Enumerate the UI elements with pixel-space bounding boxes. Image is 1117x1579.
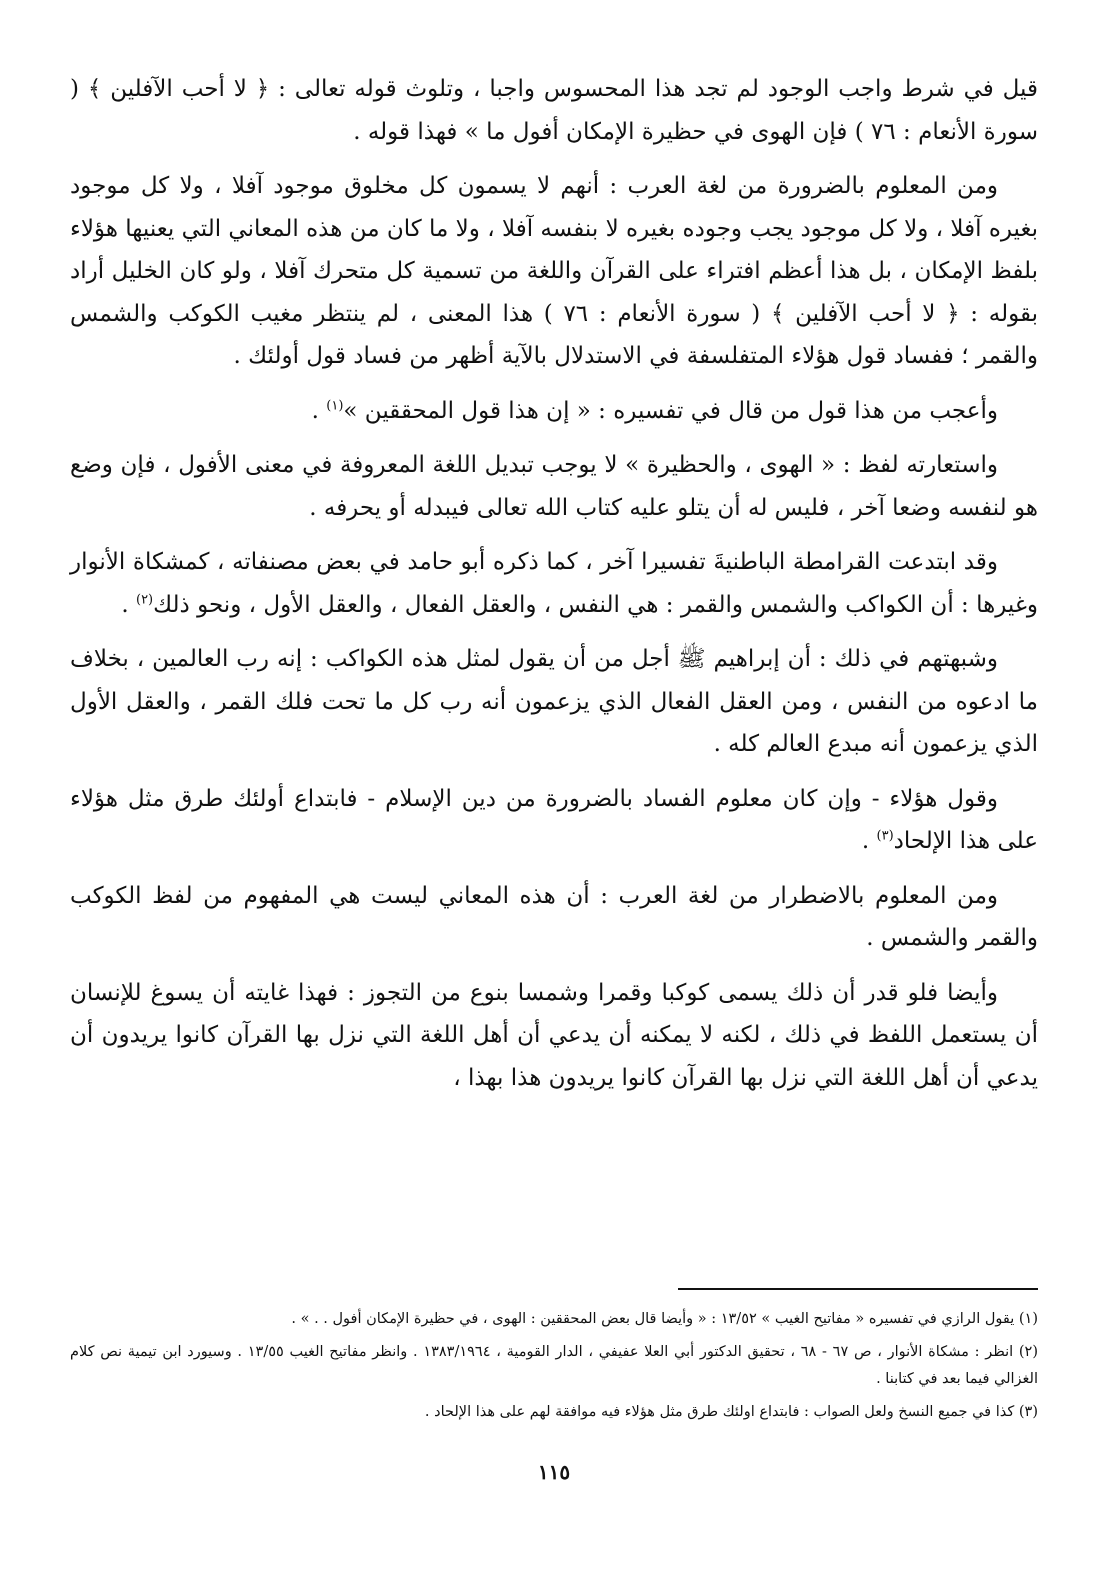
paragraph-3-end: . xyxy=(311,397,327,424)
footnote-1: (١) يقول الرازي في تفسيره « مفاتيح الغيب » ١٣/٥٢ : « وأيضا قال بعض المحققين : الهوى ، في حظيرة الإمكان أفول . . » . xyxy=(291,1311,1038,1327)
paragraph-7-text: وقول هؤلاء - وإن كان معلوم الفساد بالضرورة من دين الإسلام - فابتداع أولئك طرق مثل هؤلاء على هذا الإلحاد xyxy=(70,785,1038,854)
main-text xyxy=(70,68,1038,1099)
footnote-ref-2[interactable]: (٢) xyxy=(135,591,154,607)
paragraph-1: قيل في شرط واجب الوجود لم تجد هذا المحسوس واجبا ، وتلوث قوله تعالى : ﴿ لا أحب الآفلين ﴾ ( سورة الأنعام : ٧٦ ) فإن الهوى في حظيرة الإمكان أفول ما » فهذا قوله . xyxy=(70,76,1038,145)
footnote-divider xyxy=(678,1288,1038,1290)
paragraph-5 xyxy=(70,541,1038,626)
paragraph-2: ومن المعلوم بالضرورة من لغة العرب : أنهم لا يسمون كل مخلوق موجود آفلا ، ولا كل موجود بغيره آفلا ، ولا كل موجود يجب وجوده بغيره لا بنفسه آفلا ، ولا ما كان من هذه المعاني التي يعنيها هؤلاء بلفظ الإمكان ، بل هذا أعظم افتراء على القرآن واللغة من تسمية كل متحرك آفلا ، ولو كان الخليل أراد بقوله : ﴿ لا أحب الآفلين ﴾ ( سورة الأنعام : ٧٦ ) هذا المعنى ، لم ينتظر مغيب الكوكب والشمس والقمر ؛ ففساد قول هؤلاء المتفلسفة في الاستدلال بالآية أظهر من فساد قول أولئك . xyxy=(70,173,1038,369)
paragraph-5-text: وقد ابتدعت القرامطة الباطنيةَ تفسيرا آخر ، كما ذكره أبو حامد في بعض مصنفاته ، كمشكاة الأنوار وغيرها : أن الكواكب والشمس والقمر : هي النفس ، والعقل الفعال ، والعقل الأول ، ونحو ذلك xyxy=(70,549,1038,618)
paragraph-8: ومن المعلوم بالاضطرار من لغة العرب : أن هذه المعاني ليست هي المفهوم من لفظ الكوكب والقمر والشمس . xyxy=(70,882,1038,951)
footnote-ref-3[interactable]: (٣) xyxy=(876,828,894,844)
page-number: ١١٥ xyxy=(537,1460,571,1484)
paragraph-4: واستعارته لفظ : « الهوى ، والحظيرة » لا يوجب تبديل اللغة المعروفة في معنى الأفول ، فإن وضع هو لنفسه وضعا آخر ، فليس له أن يتلو عليه كتاب الله تعالى فيبدله أو يحرفه . xyxy=(70,452,1038,521)
paragraph-6: وشبهتهم في ذلك : أن إبراهيم ﷺ أجل من أن يقول لمثل هذه الكواكب : إنه رب العالمين ، بخلاف ما ادعوه من النفس ، ومن العقل الفعال الذي يزعمون أنه رب كل ما تحت فلك القمر ، والعقل الأول الذي يزعمون أنه مبدع العالم كله . xyxy=(70,646,1038,757)
paragraph-9: وأيضا فلو قدر أن ذلك يسمى كوكبا وقمرا وشمسا بنوع من التجوز : فهذا غايته أن يسوغ للإنسان أن يستعمل اللفظ في ذلك ، لكنه لا يمكنه أن يدعي أن أهل اللغة التي نزل بها القرآن كانوا يريدون أن يدعي أن أهل اللغة التي نزل بها القرآن كانوا يريدون هذا بهذا ، xyxy=(70,979,1038,1091)
footnote-2: (٢) انظر : مشكاة الأنوار ، ص ٦٧ - ٦٨ ، تحقيق الدكتور أبي العلا عفيفي ، الدار القومية ، ١٣٨٣/١٩٦٤ . وانظر مفاتيح الغيب ١٣/٥٥ . وسيورد ابن تيمية نص كلام الغزالي فيما بعد في كتابنا . xyxy=(70,1344,1039,1387)
footnote-3: (٣) كذا في جميع النسخ ولعل الصواب : فابتداع اولئك طرق مثل هؤلاء فيه موافقة لهم على هذا الإلحاد . xyxy=(424,1404,1038,1420)
paragraph-5-end: . xyxy=(121,591,136,618)
footnote-ref-1[interactable]: (١) xyxy=(326,397,344,413)
paragraph-3 xyxy=(70,390,1038,433)
document-page xyxy=(70,68,1038,1538)
paragraph-7 xyxy=(70,778,1038,863)
paragraph-7-end: . xyxy=(861,828,877,854)
paragraph-3-text: وأعجب من هذا قول من قال في تفسيره : « إن هذا قول المحققين » xyxy=(343,397,998,424)
footnotes xyxy=(70,1306,1038,1432)
